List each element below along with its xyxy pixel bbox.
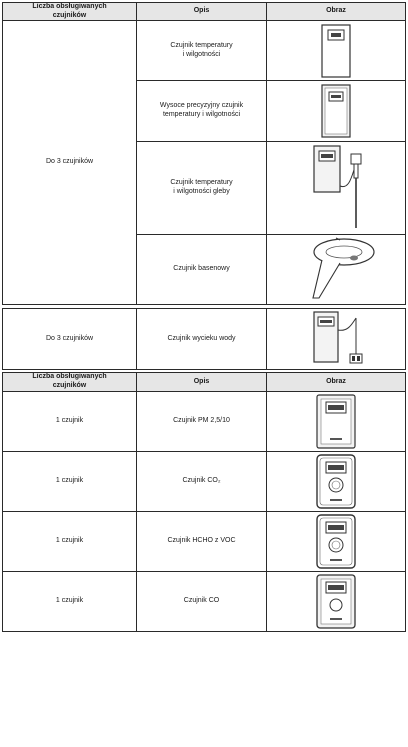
t3-header-description: Opis — [136, 372, 267, 392]
t1-row3-description: Czujnik temperatury i wilgotności gleby — [136, 141, 267, 235]
hcho-voc-sensor-icon — [316, 514, 356, 569]
t1-header-image: Obraz — [266, 2, 406, 21]
t3-header-count: Liczba obsługiwanych czujników — [2, 372, 137, 392]
t3-row4-description: Czujnik CO — [136, 571, 267, 632]
temperature-humidity-sensor-icon — [321, 24, 351, 78]
t3-row2-count: 1 czujnik — [2, 451, 137, 512]
t2-count: Do 3 czujników — [2, 308, 137, 370]
t3-row2-description: Czujnik CO₂ — [136, 451, 267, 512]
t1-row2-description: Wysoce precyzyjny czujnik temperatury i wilgotności — [136, 80, 267, 142]
t3-row1-count: 1 czujnik — [2, 391, 137, 452]
t3-row3-description: Czujnik HCHO z VOC — [136, 511, 267, 572]
t3-row1-description: Czujnik PM 2,5/10 — [136, 391, 267, 452]
t3-row4-count: 1 czujnik — [2, 571, 137, 632]
water-leak-sensor-icon — [312, 310, 372, 368]
co2-sensor-icon — [316, 454, 356, 509]
t3-header-image: Obraz — [266, 372, 406, 392]
t1-row1-description: Czujnik temperatury i wilgotności — [136, 20, 267, 81]
pm-sensor-icon — [316, 394, 356, 449]
soil-sensor-icon — [312, 144, 372, 232]
pool-sensor-icon — [310, 236, 378, 302]
t3-row3-count: 1 czujnik — [2, 511, 137, 572]
t1-header-count: Liczba obsługiwanych czujników — [2, 2, 137, 21]
t2-description: Czujnik wycieku wody — [136, 308, 267, 370]
co-sensor-icon — [316, 574, 356, 629]
precision-sensor-icon — [321, 84, 351, 138]
t1-header-description: Opis — [136, 2, 267, 21]
t1-group-count: Do 3 czujników — [2, 20, 137, 305]
t1-row4-description: Czujnik basenowy — [136, 234, 267, 305]
